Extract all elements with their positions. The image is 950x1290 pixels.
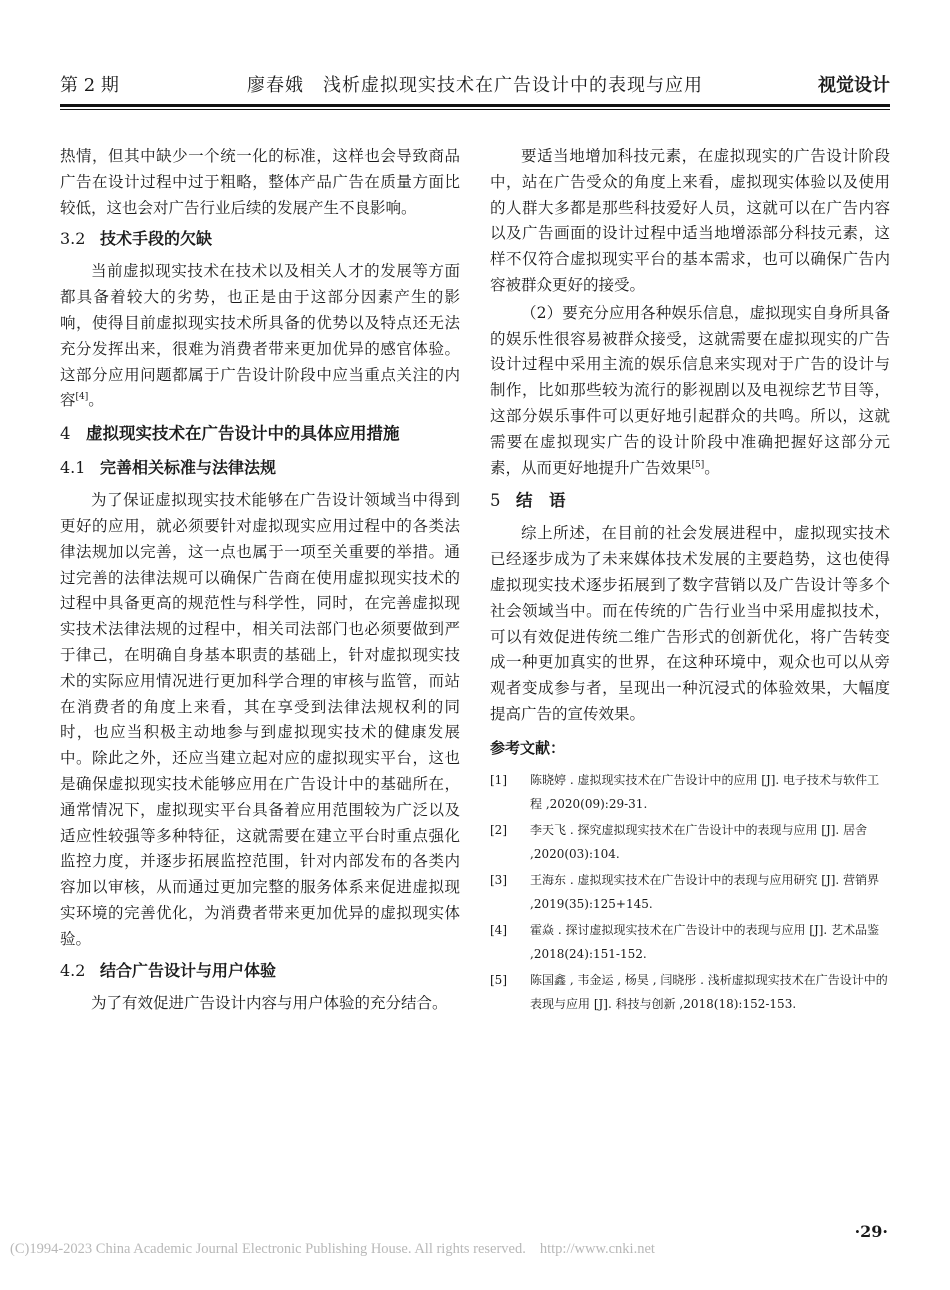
section-number: 4.1 (60, 458, 86, 478)
citation: [5] (691, 459, 705, 470)
reference-item (490, 868, 890, 916)
section-title: 技术手段的欠缺 (100, 229, 213, 249)
paragraph: 要适当地增加科技元素，在虚拟现实的广告设计阶段中，站在广告受众的角度上来看，虚拟现实体验以及使用的人群大多都是那些科技爱好人员，这就可以在广告内容以及广告画面的设计过程中适当地增添部分科技元素，这样不仅符合虚拟现实平台的基本需求，也可以确保广告内容被群众更好的接受。 (490, 147, 890, 294)
references-title: 参考文献： (490, 738, 566, 757)
paragraph-end: 。 (88, 391, 104, 410)
paragraph: 为了有效促进广告设计内容与用户体验的充分结合。 (91, 993, 448, 1012)
running-header (60, 74, 890, 98)
paragraph-end: 。 (704, 458, 720, 477)
page-number: ·29· (854, 1222, 888, 1241)
paragraph (490, 301, 890, 482)
article-title-header: 廖春娥 浅析虚拟现实技术在广告设计中的表现与应用 (247, 75, 703, 96)
reference-number: [4] (490, 922, 507, 937)
section-heading-5 (490, 487, 890, 515)
reference-number: [5] (490, 972, 507, 987)
paragraph-text: （2）要充分应用各种娱乐信息，虚拟现实自身所具备的娱乐性很容易被群众接受，这就需要在虚拟现实的广告设计过程中采用主流的娱乐信息来实现对于广告的设计与制作，比如那些较为流行的影视剧以及电视综艺节目等，这部分娱乐事件可以更好地引起群众的共鸣。所以，这就需要在虚拟现实广告的设计阶段中准确把握好这部分元素，从而更好地提升广告效果 (490, 303, 890, 477)
section-title: 结 语 (516, 491, 566, 511)
reference-item (490, 818, 890, 866)
reference-number: [3] (490, 872, 507, 887)
paragraph: 为了保证虚拟现实技术能够在广告设计领域当中得到更好的应用，就必须要针对虚拟现实应用过程中的各类法律法规加以完善，这一点也属于一项至关重要的举措。通过完善的法律法规可以确保广告商在使用虚拟现实技术的过程中具备更高的规范性与科学性，同时，在完善虚拟现实技术法律法规的过程中，相关司法部门也必须要做到严于律己，在明确自身基本职责的基础上，针对虚拟现实技术的实际应用情况进行更加科学合理的审核与监管，而站在消费者的角度上来看，其在享受到法律法规权利的同时，也应当积极主动地参与到虚拟现实技术的健康发展中。除此之外，还应当建立起对应的虚拟现实平台，这也是确保虚拟现实技术能够应用在广告设计中的基础所在，通常情况下，虚拟现实平台具备着应用范围较为广泛以及适应性较强等多种特征，这就需要在建立平台时重点强化监控力度，并逐步拓展监控范围，针对内部发布的各类内容加以审核，从而通过更加完整的服务体系来促进虚拟现实环境的完善优化，为消费者带来更加优异的虚拟现实体验。 (60, 491, 460, 948)
section-title: 结合广告设计与用户体验 (100, 960, 277, 980)
copyright-text: (C)1994-2023 China Academic Journal Electronic Publishing House. All rights reserved. (10, 1241, 526, 1257)
left-column (60, 144, 460, 1018)
footer-url: http://www.cnki.net (539, 1241, 655, 1257)
reference-text: 王海东 . 虚拟现实技术在广告设计中的表现与应用研究 [J]. 营销界 ,2019(35):125+145. (530, 872, 880, 911)
reference-number: [1] (490, 772, 507, 787)
section-heading-3-2 (60, 225, 460, 253)
citation: [4] (75, 392, 89, 403)
right-column (490, 144, 890, 1018)
paragraph (60, 259, 460, 414)
reference-item (490, 918, 890, 966)
paragraph-text: 当前虚拟现实技术在技术以及相关人才的发展等方面都具备着较大的劣势，也正是由于这部分因素产生的影响，使得目前虚拟现实技术所具备的优势以及特点还无法充分发挥出来，很难为消费者带来更加优异的感官体验。这部分应用问题都属于广告设计阶段中应当重点关注的内容 (60, 262, 460, 410)
section-title: 虚拟现实技术在广告设计中的具体应用措施 (86, 424, 400, 444)
reference-text: 霍焱 . 探讨虚拟现实技术在广告设计中的表现与应用 [J]. 艺术品鉴 ,2018(24):151-152. (530, 922, 880, 961)
section-number: 4 (60, 424, 71, 444)
section-number: 5 (490, 491, 501, 511)
reference-item (490, 768, 890, 816)
reference-text: 陈国鑫 , 韦金运 , 杨昊 , 闫晓彤 . 浅析虚拟现实技术在广告设计中的表现与应用 [J]. 科技与创新 ,2018(18):152-153. (530, 972, 888, 1011)
section-heading-4-2 (60, 957, 460, 985)
section-heading-4-1 (60, 454, 460, 482)
reference-text: 李天飞 . 探究虚拟现实技术在广告设计中的表现与应用 [J]. 居舍 ,2020(03):104. (530, 822, 868, 861)
section-title: 完善相关标准与法律法规 (100, 458, 277, 478)
paragraph: 热情，但其中缺少一个统一化的标准，这样也会导致商品广告在设计过程中过于粗略，整体产品广告在质量方面比较低，这也会对广告行业后续的发展产生不良影响。 (60, 147, 460, 217)
section-number: 4.2 (60, 960, 86, 980)
header-rule-thick (60, 104, 890, 107)
header-rule-thin (60, 109, 890, 110)
reference-item (490, 968, 890, 1016)
issue-number: 第 2 期 (60, 75, 119, 96)
paragraph: 综上所述，在目前的社会发展进程中，虚拟现实技术已经逐步成为了未来媒体技术发展的主要趋势，这也使得虚拟现实技术逐步拓展到了数字营销以及广告设计等多个社会领域当中。而在传统的广告行业当中采用虚拟技术，可以有效促进传统二维广告形式的创新优化，将广告转变成一种更加真实的世界，在这种环境中，观众也可以从旁观者变成参与者，呈现出一种沉浸式的体验效果，大幅度提高广告的宣传效果。 (490, 524, 890, 723)
reference-text: 陈晓婷 . 虚拟现实技术在广告设计中的应用 [J]. 电子技术与软件工程 ,2020(09):29-31. (530, 772, 880, 811)
footer-watermark (10, 1241, 655, 1258)
reference-number: [2] (490, 822, 507, 837)
journal-name: 视觉设计 (818, 75, 890, 96)
section-heading-4 (60, 420, 460, 448)
section-number: 3.2 (60, 229, 86, 249)
